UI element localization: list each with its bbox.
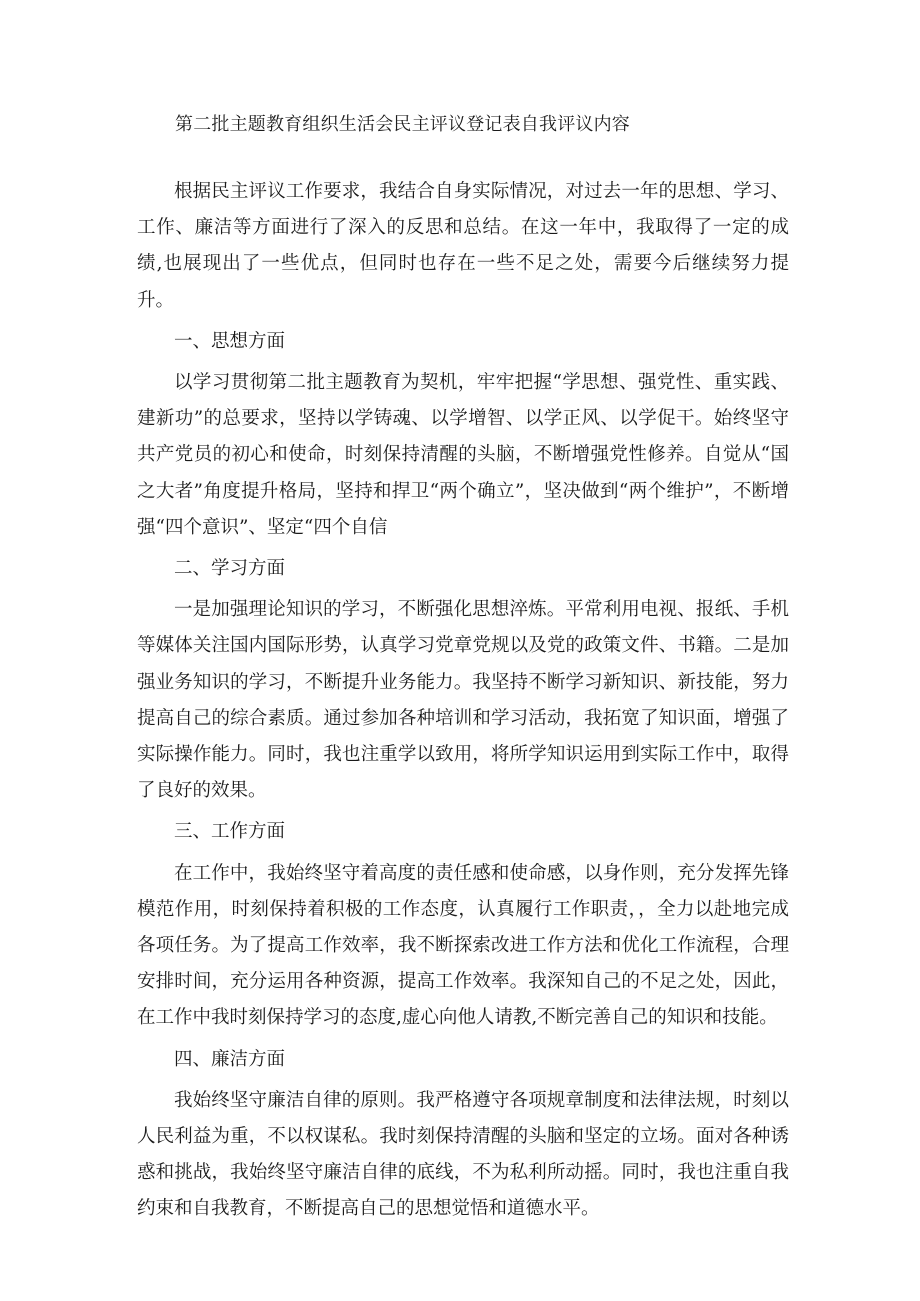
- section-heading-study: 二、学习方面: [174, 558, 286, 580]
- section-body-integrity: 我始终坚守廉洁自律的原则。我严格遵守各项规章制度和法律法规，时刻以人民利益为重，不以权谋私。我时刻保持清醒的头脑和坚定的立场。面对各种诱惑和挑战，我始终坚守廉洁自律的底线，不为私利所动摇。同时，我也注重自我约束和自我教育，不断提高自己的思想觉悟和道德水平。: [137, 1089, 789, 1220]
- section-heading-work: 三、工作方面: [174, 821, 286, 843]
- document-body: [137, 174, 789, 1233]
- section-body-thought: 以学习贯彻第二批主题教育为契机，牢牢把握“学思想、强党性、重实践、建新功”的总要求，坚持以学铸魂、以学增智、以学正风、以学促干。始终坚守共产党员的初心和使命，时刻保持清醒的头脑，不断增强党性修养。自觉从“国之大者”角度提升格局，坚持和捍卫“两个确立”，坚决做到“两个维护”，不断增强“四个意识”、坚定“四个自信: [137, 372, 789, 538]
- section-body-work: 在工作中，我始终坚守着高度的责任感和使命感，以身作则，充分发挥先锋模范作用，时刻保持着积极的工作态度，认真履行工作职责，，全力以赴地完成各项任务。为了提高工作效率，我不断探索改进工作方法和优化工作流程，合理安排时间，充分运用各种资源，提高工作效率。我深知自己的不足之处，因此，在工作中我时刻保持学习的态度,虚心向他人请教,不断完善自己的知识和技能。: [137, 862, 789, 1029]
- section-body-study: 一是加强理论知识的学习，不断强化思想淬炼。平常利用电视、报纸、手机等媒体关注国内国际形势，认真学习党章党规以及党的政策文件、书籍。二是加强业务知识的学习，不断提升业务能力。我坚持不断学习新知识、新技能，努力提高自己的综合素质。通过参加各种培训和学习活动，我拓宽了知识面，增强了实际操作能力。同时，我也注重学以致用，将所学知识运用到实际工作中，取得了良好的效果。: [137, 599, 789, 802]
- section-heading-integrity: 四、廉洁方面: [174, 1048, 286, 1070]
- intro-paragraph: 根据民主评议工作要求，我结合自身实际情况，对过去一年的思想、学习、工作、廉洁等方面进行了深入的反思和总结。在这一年中，我取得了一定的成绩,也展现出了一些优点，但同时也存在一些不足之处，需要今后继续努力提升。: [137, 181, 789, 311]
- section-heading-thought: 一、思想方面: [174, 330, 286, 352]
- document-title: 第二批主题教育组织生活会民主评议登记表自我评议内容: [175, 114, 630, 135]
